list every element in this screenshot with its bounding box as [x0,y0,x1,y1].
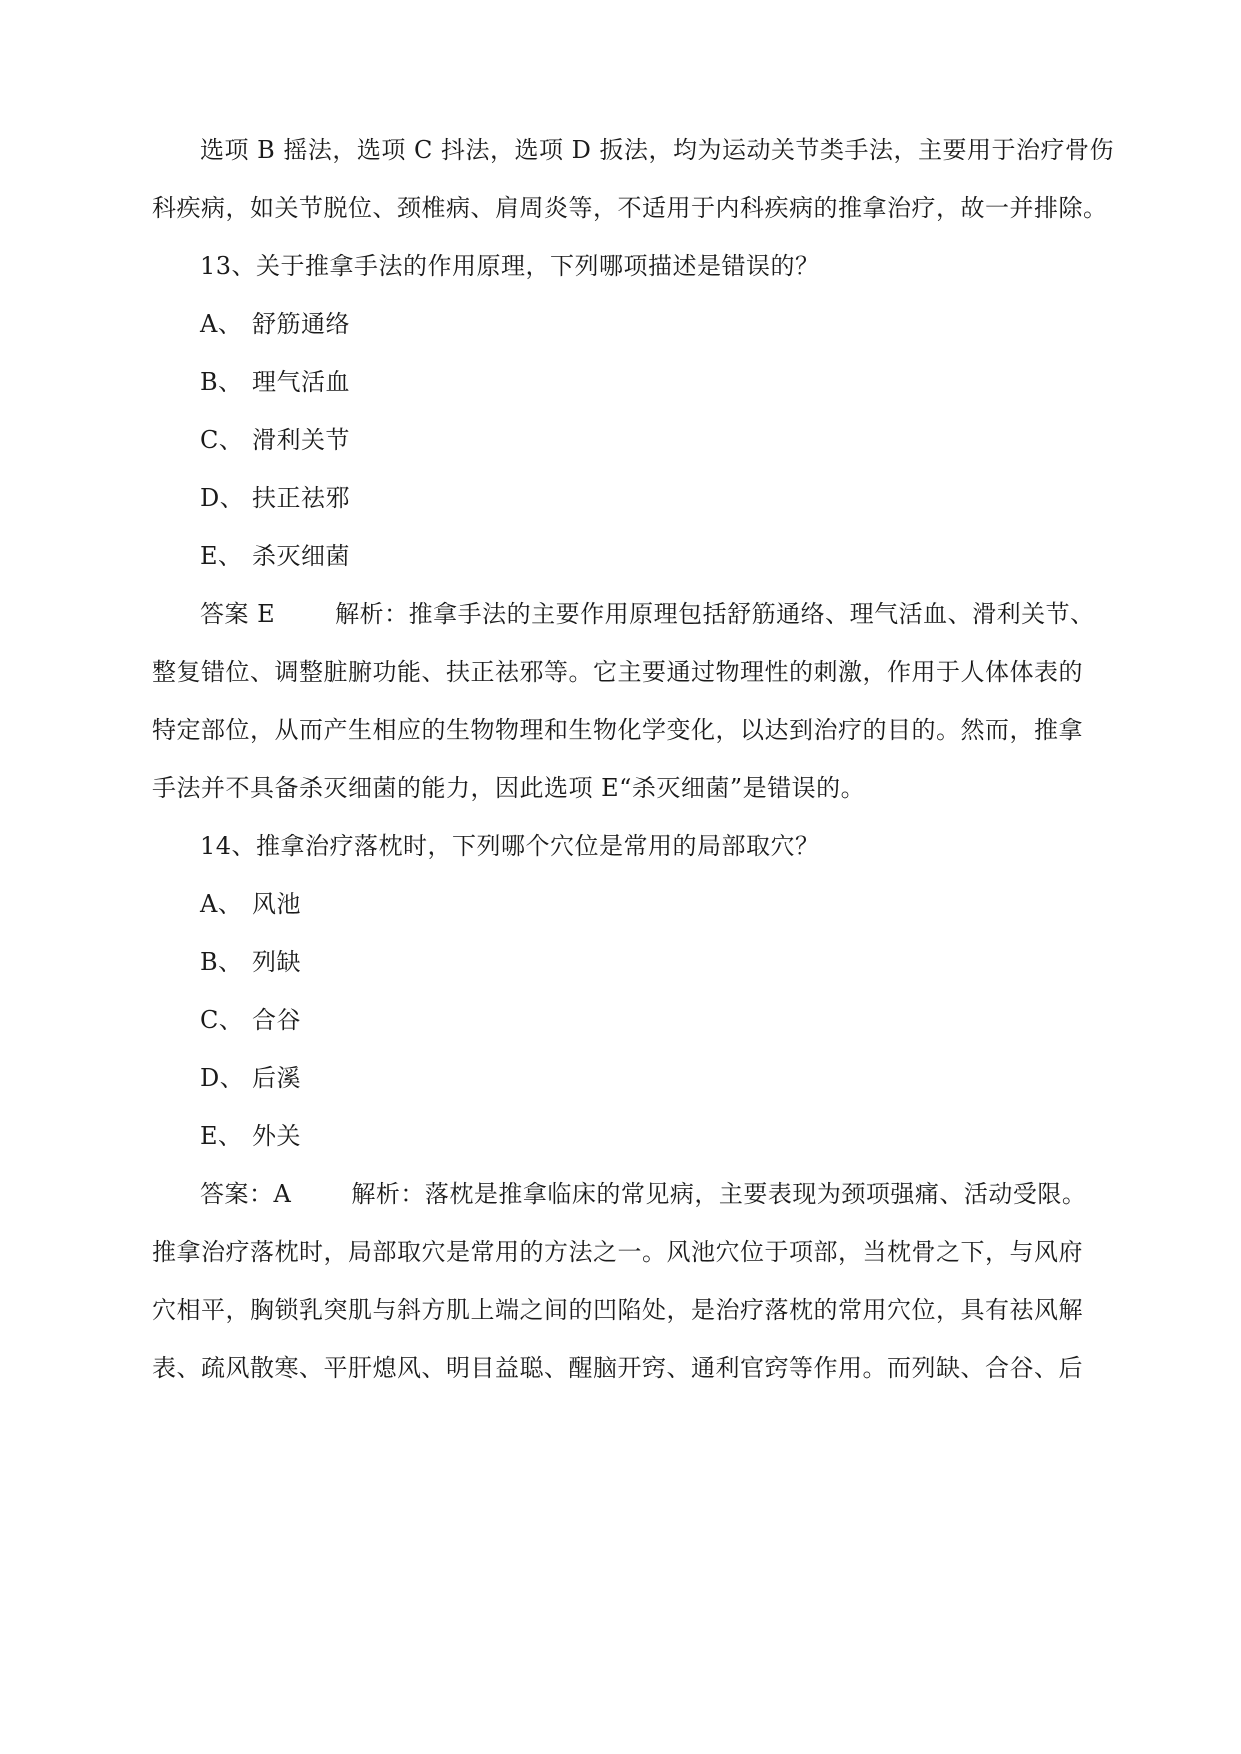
option-c [200,424,1140,456]
option-text: 舒筋通络 [252,310,350,338]
question-14: 14、推拿治疗落枕时，下列哪个穴位是常用的局部取穴？ [200,832,820,860]
option-text: 列缺 [252,948,301,976]
explanation-line: 选项 B 摇法，选项 C 抖法，选项 D 扳法，均为运动关节类手法，主要用于治疗骨伤 [200,136,1115,164]
option-a [200,308,1140,340]
option-d [200,1062,1140,1094]
explanation-line: 特定部位，从而产生相应的生物物理和生物化学变化，以达到治疗的目的。然而，推拿 [152,716,1083,744]
option-text: 理气活血 [252,368,350,396]
option-text: 扶正祛邪 [252,484,350,512]
option-e [200,1120,1140,1152]
option-text: 合谷 [252,1006,301,1034]
option-letter: D、 [200,1064,245,1092]
question-13: 13、关于推拿手法的作用原理，下列哪项描述是错误的？ [200,252,820,280]
option-letter: E、 [200,542,243,570]
explanation-line: 科疾病，如关节脱位、颈椎病、肩周炎等，不适用于内科疾病的推拿治疗，故一并排除。 [152,194,1108,222]
option-text: 风池 [252,890,301,918]
explanation-line: 解析：落枕是推拿临床的常见病，主要表现为颈项强痛、活动受限。 [351,1180,1087,1208]
option-letter: B、 [200,368,243,396]
option-a [200,888,1140,920]
answer-14 [200,1178,1140,1210]
option-b [200,946,1140,978]
option-letter: D、 [200,484,245,512]
option-d [200,482,1140,514]
option-letter: A、 [200,890,243,918]
explanation-line: 表、疏风散寒、平肝熄风、明目益聪、醒脑开窍、通利官窍等作用。而列缺、合谷、后 [152,1354,1083,1382]
option-letter: E、 [200,1122,243,1150]
option-letter: C、 [200,426,244,454]
option-letter: A、 [200,310,243,338]
option-letter: C、 [200,1006,244,1034]
option-text: 杀灭细菌 [252,542,350,570]
option-letter: B、 [200,948,243,976]
explanation-line: 解析：推拿手法的主要作用原理包括舒筋通络、理气活血、滑利关节、 [335,600,1095,628]
answer-13 [200,598,1140,630]
answer-label: 答案：A [200,1180,292,1208]
explanation-line: 穴相平，胸锁乳突肌与斜方肌上端之间的凹陷处，是治疗落枕的常用穴位，具有祛风解 [152,1296,1083,1324]
option-text: 外关 [252,1122,301,1150]
option-c [200,1004,1140,1036]
explanation-line: 推拿治疗落枕时，局部取穴是常用的方法之一。风池穴位于项部，当枕骨之下，与风府 [152,1238,1083,1266]
explanation-line: 整复错位、调整脏腑功能、扶正祛邪等。它主要通过物理性的刺激，作用于人体体表的 [152,658,1083,686]
answer-label: 答案 E [200,600,276,628]
option-text: 滑利关节 [252,426,350,454]
explanation-line: 手法并不具备杀灭细菌的能力，因此选项 E“杀灭细菌”是错误的。 [152,774,866,802]
option-e [200,540,1140,572]
option-text: 后溪 [252,1064,301,1092]
option-b [200,366,1140,398]
